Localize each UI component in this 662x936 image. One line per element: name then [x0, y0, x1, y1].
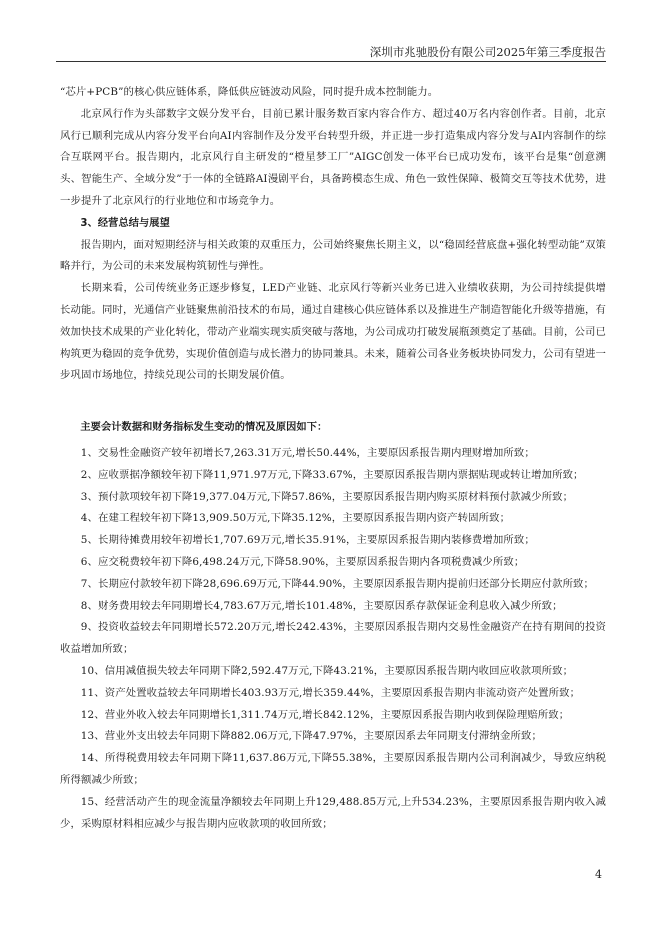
paragraph-summary: 报告期内，面对短期经济与相关政策的双重压力，公司始终聚焦长期主义，以“稳固经营底盘+强化转型动能”双策略并行，为公司的未来发展构筑韧性与弹性。	[60, 238, 606, 273]
change-item: 6、应交税费较年初下降6,498.24万元,下降58.90%，主要原因系报告期内各项税费减少所致；	[80, 555, 525, 568]
change-item: 14、所得税费用较去年同期下降11,637.86万元,下降55.38%，主要原因系报告期内公司利润减少，导致应纳税所得额减少所致；	[60, 752, 606, 786]
changes-heading: 主要会计数据和财务指标发生变动的情况及原因如下：	[80, 422, 328, 434]
change-item: 1、交易性金融资产较年初增长7,263.31万元,增长50.44%，主要原因系报告期内理财增加所致；	[80, 446, 535, 459]
paragraph-beijing-fengxing: 北京风行作为头部数字文娱分发平台，目前已累计服务数百家内容合作方、超过40万名内容创作者。目前，北京风行已顺利完成从内容分发平台向AI内容制作及分发平台转型升级，并正进一步打造集成内容分发与AI内容制作的综合互联网平台。报告期内，北京风行自主研发的“橙星梦工厂”AIGC创发一体平台已成功发布，该平台是集“创意溯头、智能生产、全域分发”于一体的全链路AI漫剧平台，具备跨模态生成、角色一致性保障、极简交互等技术优势，进一步提升了北京风行的行业地位和市场竞争力。	[60, 107, 606, 207]
document-body	[60, 82, 606, 835]
paragraph-supply-chain: “芯片+PCB”的核心供应链体系，降低供应链波动风险，同时提升成本控制能力。	[60, 86, 439, 98]
change-item: 2、应收票据净额较年初下降11,971.97万元,下降33.67%，主要原因系报告期内票据贴现或转让增加所致；	[80, 468, 584, 481]
change-item: 4、在建工程较年初下降13,909.50万元,下降35.12%，主要原因系报告期内资产转固所致；	[80, 512, 511, 525]
header-divider	[56, 61, 606, 62]
change-item: 12、营业外收入较去年同期增长1,311.74万元,增长842.12%，主要原因系报告期内收到保险理赔所致；	[80, 708, 570, 721]
change-item: 7、长期应付款较年初下降28,696.69万元,下降44.90%，主要原因系报告期内提前归还部分长期应付款所致；	[80, 577, 595, 590]
change-item: 10、信用减值损失较去年同期下降2,592.47万元,下降43.21%，主要原因系报告期内收回应收款项所致；	[80, 664, 574, 677]
change-item: 8、财务费用较去年同期增长4,783.67万元,增长101.48%，主要原因系存款保证金利息收入减少所致；	[80, 599, 563, 612]
change-item: 9、投资收益较去年同期增长572.20万元,增长242.43%，主要原因系报告期内交易性金融资产在持有期间的投资收益增加所致；	[60, 621, 606, 656]
change-item: 15、经营活动产生的现金流量净额较去年同期上升129,488.85万元,上升534.23%，主要原因系报告期内收入减少，采购原材料相应减少与报告期内应收款项的收回所致；	[60, 795, 606, 830]
page-number: 4	[595, 868, 602, 881]
change-item: 11、资产处置收益较去年同期增长403.93万元,增长359.44%，主要原因系报告期内非流动资产处置所致；	[80, 686, 581, 699]
change-item: 13、营业外支出较去年同期下降882.06万元,下降47.97%，主要原因系去年同期支付滞纳金所致；	[80, 730, 542, 743]
change-item: 5、长期待摊费用较年初增长1,707.69万元,增长35.91%，主要原因系报告期内装修费增加所致；	[80, 534, 535, 547]
section-heading-summary: 3、经营总结与展望	[80, 217, 170, 229]
report-header-title: 深圳市兆驰股份有限公司2025年第三季度报告	[369, 45, 606, 59]
paragraph-outlook: 长期来看，公司传统业务正逐步修复，LED产业链、北京风行等新兴业务已进入业绩收获期，为公司持续提供增长动能。同时，光通信产业链聚焦前沿技术的布局，通过自建核心供应链体系以及推进生产制造智能化升级等措施，有效加快技术成果的产业化转化，带动产业端实现实质突破与落地，为公司成功打破发展瓶颈奠定了基础。目前，公司已构筑更为稳固的竞争优势，实现价值创造与成长潜力的协同兼具。未来，随着公司各业务板块协同发力，公司有望进一步巩固市场地位，持续兑现公司的长期发展价值。	[60, 282, 606, 382]
change-item: 3、预付款项较年初下降19,377.04万元,下降57.86%，主要原因系报告期内购买原材料预付款减少所致；	[80, 490, 574, 503]
